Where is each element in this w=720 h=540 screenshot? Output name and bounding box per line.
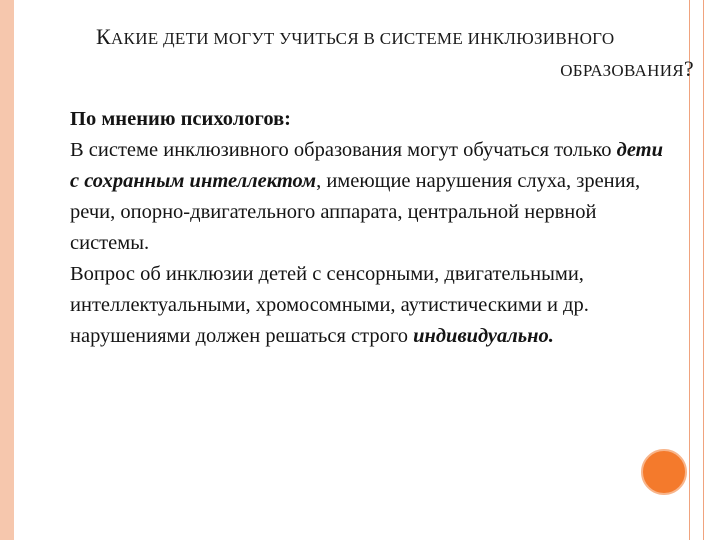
paragraph-2	[34, 259, 674, 352]
title-capital-letter: К	[96, 24, 111, 49]
title-question-mark: ?	[683, 56, 694, 81]
title-text-line-1: АКИЕ ДЕТИ МОГУТ УЧИТЬСЯ В СИСТЕМЕ ИНКЛЮЗИВНОГО	[110, 29, 615, 48]
decorative-circle	[641, 449, 687, 495]
paragraph-1-emphasis: дети с сохранным интеллектом	[70, 139, 664, 192]
paragraph-1-start: В системе инклюзивного образования могут обучаться только	[70, 139, 617, 161]
slide-title-line-1	[96, 24, 694, 50]
paragraph-2-start: Вопрос об инклюзии детей с сенсорными, двигательными, интеллектуальными, хромосомными, аутистическими и др. нарушениями должен решаться строго	[70, 263, 589, 347]
body-heading: По мнению психологов:	[70, 108, 291, 130]
slide-title-line-2	[96, 56, 694, 82]
paragraph-2-emphasis: индивидуально.	[413, 325, 554, 347]
paragraph-1-end: , имеющие нарушения слуха, зрения, речи, опорно-двигательного аппарата, центральной нервной системы.	[70, 170, 641, 254]
slide-body	[34, 104, 674, 352]
title-text-line-2: ОБРАЗОВАНИЯ	[560, 61, 684, 80]
paragraph-1	[34, 135, 674, 259]
